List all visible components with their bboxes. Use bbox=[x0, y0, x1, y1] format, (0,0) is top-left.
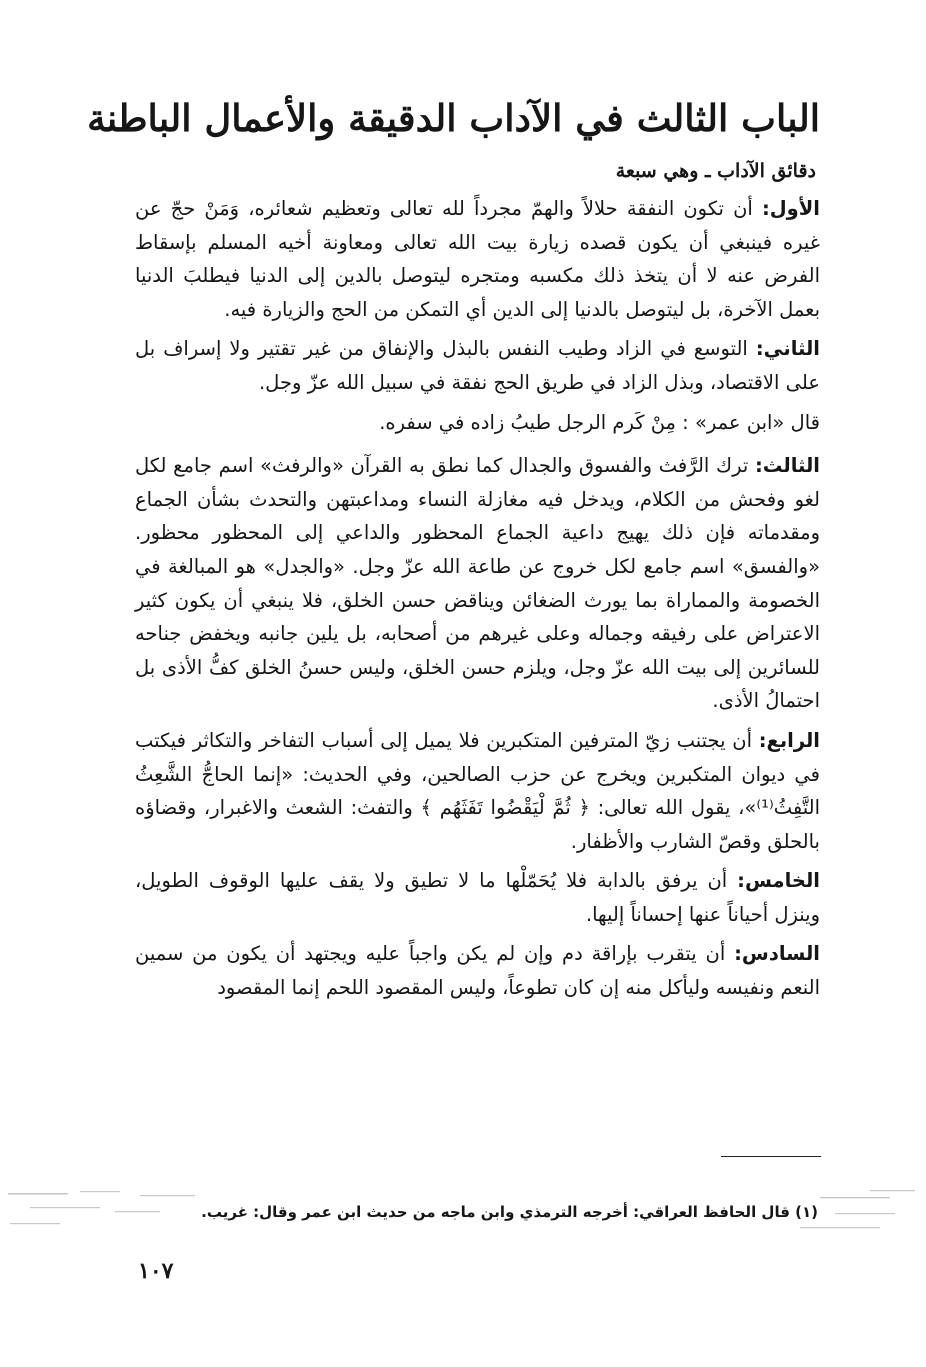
paragraph-third bbox=[135, 449, 820, 718]
body-text bbox=[135, 192, 820, 1011]
paragraph-sixth bbox=[135, 937, 820, 1004]
paragraph-lead: الثاني: bbox=[755, 337, 820, 361]
page-number: ١٠٧ bbox=[138, 1258, 174, 1284]
chapter-title: الباب الثالث في الآداب الدقيقة والأعمال الباطنة bbox=[87, 96, 820, 140]
paragraph-lead: الخامس: bbox=[737, 869, 820, 893]
paragraph-text: أن يجتنب زيّ المترفين المتكبرين فلا يميل إلى أسباب التفاخر والتكاثر فيكتب في ديوان المتكبرين ويخرج عن حزب الصالحين، وفي الحديث: «إنما الحاجُّ الشَّعِثُ التَّفِثُ⁽¹⁾»، يقول الله تعالى: ﴿ ثُمَّ لْيَقْضُوا تَفَثَهُم ﴾ والتفث: الشعث والاغبرار، وقضاؤه بالحلق وقصّ الشارب والأظفار. bbox=[135, 728, 820, 853]
paragraph-first bbox=[135, 192, 820, 326]
paragraph-quote bbox=[135, 406, 820, 440]
paragraph-text: قال «ابن عمر» : مِنْ كَرم الرجل طيبُ زاده في سفره. bbox=[379, 410, 820, 434]
paragraph-text: أن يتقرب بإراقة دم وإن لم يكن واجباً عليه ويجتهد أن يكون من سمين النعم ونفيسه وليأكل منه إن كان تطوعاً، وليس المقصود اللحم إنما المقصود bbox=[135, 942, 820, 1000]
paragraph-text: أن تكون النفقة حلالاً والهمّ مجرداً لله تعالى وتعظيم شعائره، وَمَنْ حجّ عن غيره فينبغي أن يكون قصده زيارة بيت الله تعالى ومعاونة أخيه المسلم بإسقاط الفرض عنه لا أن يتخذ ذلك مكسبه ومتجره ليتوصل بالدين إلى الدنيا فيطلبَ الدنيا بعمل الآخرة، بل ليتوصل بالدنيا إلى الدين أي التمكن من الحج والزيارة فيه. bbox=[135, 197, 820, 321]
paragraph-text: أن يرفق بالدابة فلا يُحَمّلْها ما لا تطيق ولا يقف عليها الوقوف الطويل، وينزل أحياناً عنها إحساناً إليها. bbox=[135, 869, 820, 926]
footnote-separator bbox=[721, 1156, 821, 1157]
footnote: (١) قال الحافظ العراقي: أخرجه الترمذي وابن ماجه من حديث ابن عمر وقال: غريب. bbox=[201, 1203, 818, 1221]
paragraph-text: التوسع في الزاد وطيب النفس بالبذل والإنفاق من غير تقتير ولا إسراف بل على الاقتصاد، وبذل الزاد في طريق الحج نفقة في سبيل الله عزّ وجل. bbox=[135, 337, 820, 394]
paragraph-fifth bbox=[135, 864, 820, 931]
paragraph-lead: الثالث: bbox=[754, 454, 820, 478]
paragraph-lead: الأول: bbox=[761, 197, 820, 220]
paragraph-lead: السادس: bbox=[734, 942, 820, 966]
paragraph-second bbox=[135, 332, 820, 399]
paragraph-lead: الرابع: bbox=[758, 728, 820, 752]
paragraph-fourth bbox=[135, 724, 820, 858]
section-subtitle: دقائق الآداب ـ وهي سبعة bbox=[615, 160, 816, 182]
paragraph-text: ترك الرَّفث والفسوق والجدال كما نطق به القرآن «والرفث» اسم جامع لكل لغو وفحش من الكلام، ويدخل فيه مغازلة النساء ومداعبتهن والتحدث بشأن الجماع ومقدماته فإن ذلك يهيج داعية الجماع المحظور والداعي إلى المحظور محظور. «والفسق» اسم جامع لكل خروج عن طاعة الله عزّ وجل. «والجدل» هو المبالغة في الخصومة والمماراة بما يورث الضغائن ويناقض حسن الخلق، فلا ينبغي أن يكون كثير الاعتراض على رفيقه وجماله وعلى غيرهم من أصحابه، بل يلين جانبه ويخفض جناحه للسائرين إلى بيت الله عزّ وجل، ويلزم حسن الخلق، وليس حسنُ الخلق كفُّ الأذى بل احتمالُ الأذى. bbox=[135, 454, 820, 713]
